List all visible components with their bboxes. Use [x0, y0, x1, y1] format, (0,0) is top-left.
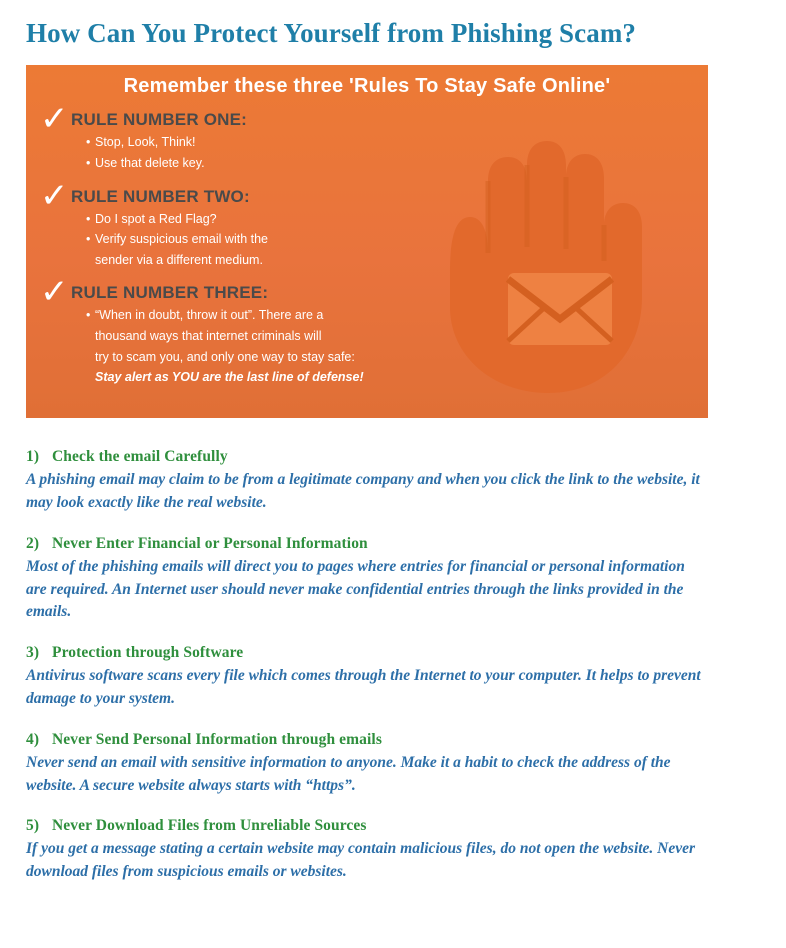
bullet-icon: •	[86, 135, 91, 150]
rule-bullet-continuation	[86, 347, 708, 368]
rule-title: RULE NUMBER THREE:	[71, 283, 269, 303]
rule-bullet-text: thousand ways that internet criminals will	[95, 329, 322, 344]
tip-body: If you get a message stating a certain website may contain malicious files, do not open the website. Never download files from suspicious emails or websites.	[26, 840, 696, 881]
tip-number: 5)	[26, 817, 40, 835]
rule-item	[40, 272, 708, 388]
rule-bullet	[86, 153, 708, 174]
page-title: How Can You Protect Yourself from Phishing Scam?	[26, 18, 637, 48]
checkmark-icon: ✓	[40, 99, 69, 140]
rule-bullet-continuation	[86, 326, 708, 347]
rule-bullet-text: “When in doubt, throw it out”. There are a	[95, 308, 324, 323]
tip-heading	[26, 817, 708, 835]
rule-bullet	[86, 132, 708, 153]
rule-bullet	[86, 229, 708, 250]
rule-bullets	[86, 132, 708, 173]
tip-number: 4)	[26, 730, 40, 748]
rule-bullet-text: try to scam you, and only one way to stay safe:	[95, 349, 355, 364]
infographic-heading: Remember these three 'Rules To Stay Safe Online'	[123, 75, 611, 98]
tip-item	[26, 535, 708, 624]
rule-bullet-continuation	[86, 367, 708, 388]
tip-heading-text: Never Enter Financial or Personal Information	[52, 534, 368, 552]
tip-heading-text: Never Send Personal Information through emails	[52, 730, 382, 748]
checkmark-icon: ✓	[40, 175, 69, 216]
rule-bullet-text: Stop, Look, Think!	[95, 135, 196, 150]
tip-body: Antivirus software scans every file which comes through the Internet to your computer. It helps to prevent damage to your system.	[26, 667, 701, 708]
rule-title: RULE NUMBER TWO:	[71, 186, 250, 206]
rule-bullet-text-emphasis: Stay alert as YOU are the last line of defense!	[95, 370, 364, 385]
rule-bullets	[86, 305, 708, 388]
rule-bullet-text: sender via a different medium.	[95, 252, 263, 267]
tip-item	[26, 731, 708, 798]
rule-bullet-text: Do I spot a Red Flag?	[95, 211, 217, 226]
bullet-icon: •	[86, 308, 91, 323]
tip-heading	[26, 731, 708, 749]
tip-heading-text: Never Download Files from Unreliable Sources	[52, 817, 367, 835]
tip-heading-text: Check the email Carefully	[52, 448, 228, 466]
tip-heading	[26, 644, 708, 662]
tip-item	[26, 817, 708, 884]
bullet-icon: •	[86, 155, 91, 170]
tip-heading-text: Protection through Software	[52, 644, 244, 662]
tip-body: A phishing email may claim to be from a legitimate company and when you click the link to the website, it may look exactly like the real website.	[26, 471, 700, 512]
tip-number: 2)	[26, 534, 40, 552]
tip-number: 1)	[26, 448, 40, 466]
rule-bullet-text: Use that delete key.	[95, 155, 205, 170]
rule-bullet	[86, 305, 708, 326]
rule-item	[40, 99, 708, 173]
tip-number: 3)	[26, 644, 40, 662]
rule-bullets	[86, 209, 708, 271]
protection-tips-list	[26, 448, 708, 884]
bullet-icon: •	[86, 232, 91, 247]
rule-title: RULE NUMBER ONE:	[71, 110, 248, 130]
rule-bullet	[86, 209, 708, 230]
rule-bullet-text: Verify suspicious email with the	[95, 232, 268, 247]
tip-heading	[26, 535, 708, 553]
tip-item	[26, 644, 708, 711]
tip-item	[26, 448, 708, 515]
tip-body: Most of the phishing emails will direct you to pages where entries for financial or personal information are required. An Internet user should never make confidential entries through the links provided in the emails.	[26, 557, 685, 621]
phishing-rules-infographic	[26, 65, 708, 418]
tip-body: Never send an email with sensitive information to anyone. Make it a habit to check the address of the website. A secure website always starts with “https”.	[26, 753, 671, 794]
bullet-icon: •	[86, 211, 91, 226]
rule-item	[40, 175, 708, 271]
checkmark-icon: ✓	[40, 272, 69, 313]
rules-list	[26, 99, 708, 388]
tip-heading	[26, 448, 708, 466]
rule-bullet-continuation	[86, 250, 708, 271]
